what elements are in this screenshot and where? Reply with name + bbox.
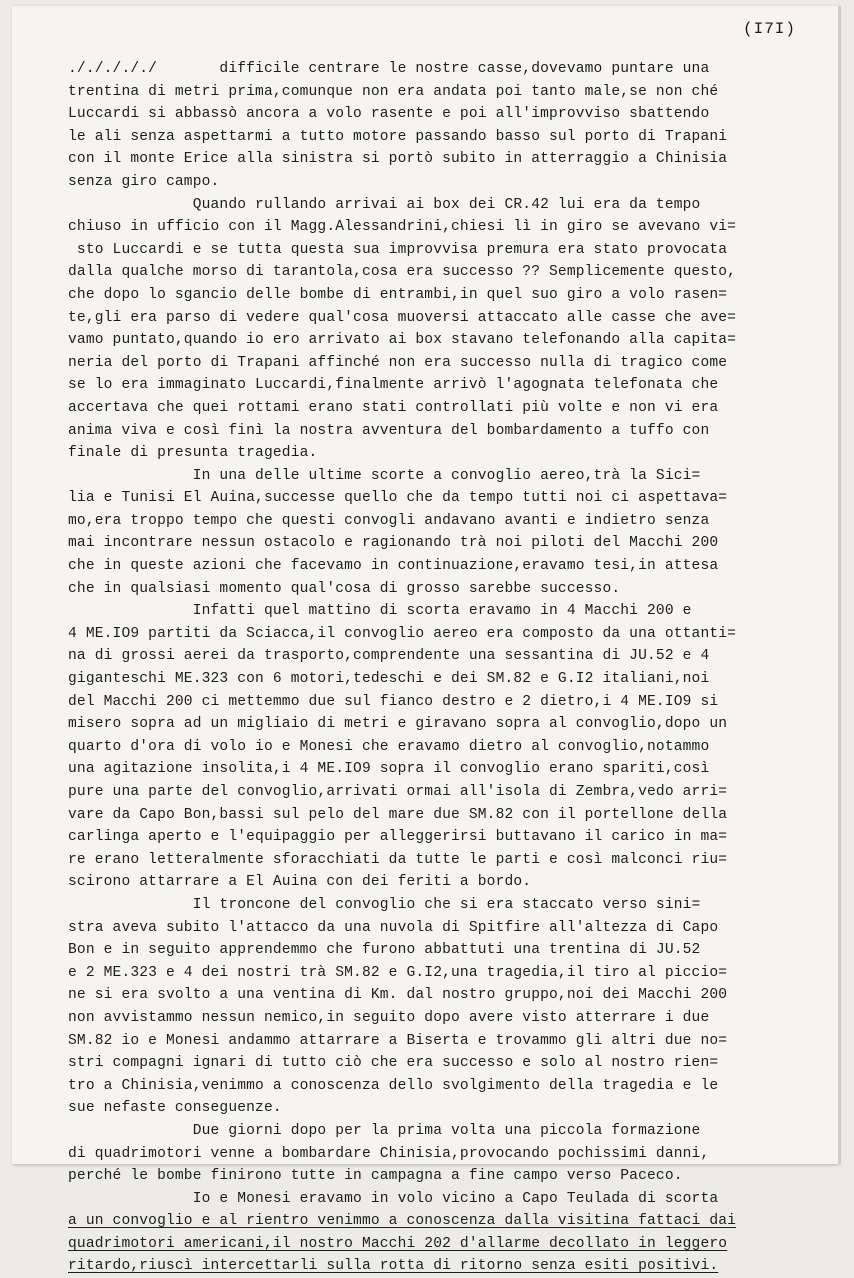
text-line: a un convoglio e al rientro venimmo a conoscenza dalla visitina fattaci dai — [68, 1213, 737, 1230]
text-line: accertava che quei rottami erano stati controllati più volte e non vi era — [68, 399, 719, 416]
text-line: perché le bombe finirono tutte in campagna a fine campo verso Paceco. — [68, 1168, 683, 1185]
text-line: dalla qualche morso di tarantola,cosa era successo ?? Semplicemente questo, — [68, 264, 737, 281]
text-line: con il monte Erice alla sinistra si portò subito in atterraggio a Chinisia — [68, 151, 728, 168]
text-line: Io e Monesi eravamo in volo vicino a Capo Teulada di scorta — [68, 1190, 719, 1207]
text-line: scirono attarrare a El Auina con dei feriti a bordo. — [68, 874, 532, 891]
text-line: lia e Tunisi El Auina,successe quello che da tempo tutti noi ci aspettava= — [68, 490, 728, 507]
text-line: Luccardi si abbassò ancora a volo rasente e poi all'improvviso sbattendo — [68, 106, 710, 123]
text-line: trentina di metri prima,comunque non era andata poi tanto male,se non ché — [68, 83, 719, 100]
text-line: mai incontrare nessun ostacolo e ragionando trà noi piloti del Macchi 200 — [68, 535, 719, 552]
text-line: che in queste azioni che facevamo in continuazione,eravamo tesi,in attesa — [68, 558, 719, 575]
text-line: re erano letteralmente sforacchiati da tutte le parti e così malconci riu= — [68, 851, 728, 868]
text-line: SM.82 io e Monesi andammo attarrare a Biserta e trovammo gli altri due no= — [68, 1032, 728, 1049]
text-line: pure una parte del convoglio,arrivati ormai all'isola di Zembra,vedo arri= — [68, 784, 728, 800]
page-number: (I7I) — [742, 20, 796, 38]
text-line: stri compagni ignari di tutto ciò che era successo e solo al nostro rien= — [68, 1055, 719, 1072]
text-line: ne si era svolto a una ventina di Km. dal nostro gruppo,noi dei Macchi 200 — [68, 987, 728, 1004]
text-line: anima viva e così finì la nostra avventura del bombardamento a tuffo con — [68, 422, 710, 439]
text-line: e 2 ME.323 e 4 dei nostri trà SM.82 e G.I2,una tragedia,il tiro al piccio= — [68, 964, 728, 981]
text-line: neria del porto di Trapani affinché non era successo nulla di tragico come — [68, 354, 728, 371]
text-line: na di grossi aerei da trasporto,comprendente una sessantina di JU.52 e 4 — [68, 648, 710, 665]
text-line: di quadrimotori venne a bombardare Chinisia,provocando pochissimi danni, — [68, 1145, 710, 1162]
text-line: Quando rullando arrivai ai box dei CR.42 lui era da tempo — [68, 196, 701, 213]
text-line: giganteschi ME.323 con 6 motori,tedeschi e dei SM.82 e G.I2 italiani,noi — [68, 671, 710, 688]
text-line: Bon e in seguito apprendemmo che furono abbattuti una trentina di JU.52 — [68, 942, 701, 959]
text-line: carlinga aperto e l'equipaggio per alleggerirsi buttavano il carico in ma= — [68, 829, 728, 846]
text-line: mo,era troppo tempo che questi convogli andavano avanti e indietro senza — [68, 512, 710, 529]
text-line: Due giorni dopo per la prima volta una piccola formazione — [68, 1122, 701, 1139]
text-line: quarto d'ora di volo io e Monesi che eravamo dietro al convoglio,notammo — [68, 738, 710, 755]
typewritten-text-body — [68, 58, 840, 1278]
text-line: chiuso in ufficio con il Magg.Alessandrini,chiesi lì in giro se avevano vi= — [68, 219, 737, 236]
text-line: ritardo,riuscì intercettarli sulla rotta di ritorno senza esiti positivi. — [68, 1258, 719, 1275]
text-line: In una delle ultime scorte a convoglio aereo,trà la Sici= — [68, 467, 701, 484]
text-line: vamo puntato,quando io ero arrivato ai box stavano telefonando alla capita= — [68, 332, 737, 349]
text-line: del Macchi 200 ci mettemmo due sul fianco destro e 2 dietro,i 4 ME.IO9 si — [68, 693, 719, 710]
text-line: non avvistammo nessun nemico,in seguito dopo avere visto atterrare i due — [68, 1009, 710, 1026]
text-line: Il troncone del convoglio che si era staccato verso sini= — [68, 896, 701, 913]
text-line: sue nefaste conseguenze. — [68, 1100, 282, 1117]
text-line: ./././././ difficile centrare le nostre casse,dovevamo puntare una — [68, 61, 710, 77]
text-line: che in qualsiasi momento qual'cosa di grosso sarebbe successo. — [68, 580, 621, 597]
text-line: che dopo lo sgancio delle bombe di entrambi,in quel suo giro a volo rasen= — [68, 286, 728, 303]
text-line: Infatti quel mattino di scorta eravamo in 4 Macchi 200 e — [68, 603, 692, 620]
text-line: senza giro campo. — [68, 173, 220, 190]
text-line: le ali senza aspettarmi a tutto motore passando basso sul porto di Trapani — [68, 128, 728, 145]
text-line: 4 ME.IO9 partiti da Sciacca,il convoglio aereo era composto da una ottanti= — [68, 625, 737, 642]
text-line: una agitazione insolita,i 4 ME.IO9 sopra il convoglio erano spariti,così — [68, 761, 710, 778]
text-line: misero sopra ad un migliaio di metri e giravano sopra al convoglio,dopo un — [68, 716, 728, 733]
text-line: vare da Capo Bon,bassi sul pelo del mare due SM.82 con il portellone della — [68, 806, 728, 823]
text-line: sto Luccardi e se tutta questa sua improvvisa premura era stato provocata — [68, 241, 728, 258]
text-line: stra aveva subito l'attacco da una nuvola di Spitfire all'altezza di Capo — [68, 919, 719, 936]
text-line: te,gli era parso di vedere qual'cosa muoversi attaccato alle casse che ave= — [68, 309, 737, 326]
text-line: finale di presunta tragedia. — [68, 445, 318, 462]
text-line: quadrimotori americani,il nostro Macchi 202 d'allarme decollato in leggero — [68, 1235, 728, 1252]
text-line: tro a Chinisia,venimmo a conoscenza dello svolgimento della tragedia e le — [68, 1077, 719, 1094]
text-line: se lo era immaginato Luccardi,finalmente arrivò l'agognata telefonata che — [68, 377, 719, 394]
